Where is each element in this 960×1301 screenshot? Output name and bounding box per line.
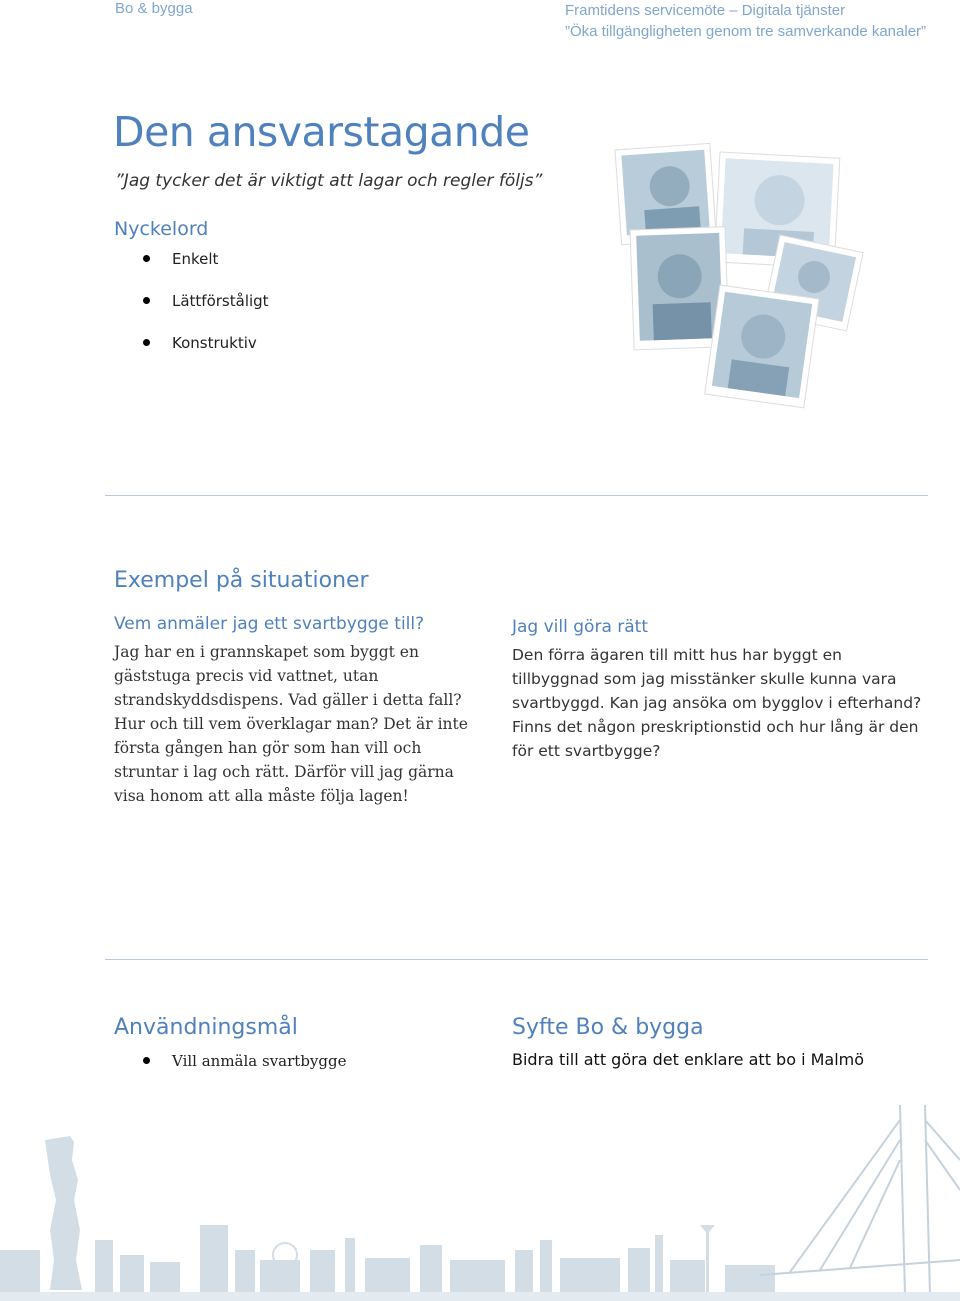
malmo-skyline-illustration (0, 1100, 960, 1301)
turning-torso-tower (45, 1136, 82, 1290)
situation-2-text: Den förra ägaren till mitt hus har byggt en tillbyggnad som jag misstänker skulle kunna vara svartbyggd. Kan jag ansöka om bygglov i efterhand? Finns det någon preskriptionstid och hur lång är den för ett svartbygge? (512, 646, 922, 760)
usage-list (114, 1052, 346, 1094)
photo-frame-girl (705, 285, 819, 408)
keyword-item: Lättförståligt (114, 292, 269, 334)
header-title-line2: ”Öka tillgängligheten genom tre samverkande kanaler” (565, 23, 927, 40)
keywords-list (114, 250, 269, 376)
keyword-item: Enkelt (114, 250, 269, 292)
oresund-bridge (760, 1105, 960, 1295)
keywords-heading: Nyckelord (114, 218, 209, 240)
keyword-item: Konstruktiv (114, 334, 269, 376)
purpose-heading: Syfte Bo & bygga (512, 1015, 704, 1040)
usage-item: Vill anmäla svartbygge (114, 1052, 346, 1094)
waterline (0, 1292, 960, 1301)
header-section-label: Bo & bygga (115, 0, 193, 17)
header-document-title (565, 0, 926, 42)
situations-heading: Exempel på situationer (114, 568, 369, 593)
purpose-text: Bidra till att göra det enklare att bo i Malmö (512, 1050, 865, 1069)
persona-photo-collage (585, 140, 885, 420)
section-divider (105, 495, 928, 496)
persona-title: Den ansvarstagande (113, 108, 530, 156)
header-title-line1: Framtidens servicemöte – Digitala tjänster (565, 2, 846, 19)
skyline-buildings (0, 1136, 775, 1295)
persona-quote: ”Jag tycker det är viktigt att lagar och regler följs” (115, 171, 543, 191)
situation-1-question: Vem anmäler jag ett svartbygge till? (114, 614, 425, 634)
usage-heading: Användningsmål (114, 1015, 298, 1040)
section-divider (105, 959, 928, 960)
situation-2-question: Jag vill göra rätt (512, 617, 648, 637)
situation-1-text: Jag har en i grannskapet som byggt en gäststuga precis vid vattnet, utan strandskyddsdispens. Vad gäller i detta fall? Hur och till vem överklagar man? Det är inte första gången han gör som han vill och struntar i lag och rätt. Därför vill jag gärna visa honom att alla måste följa lagen! (114, 643, 468, 805)
